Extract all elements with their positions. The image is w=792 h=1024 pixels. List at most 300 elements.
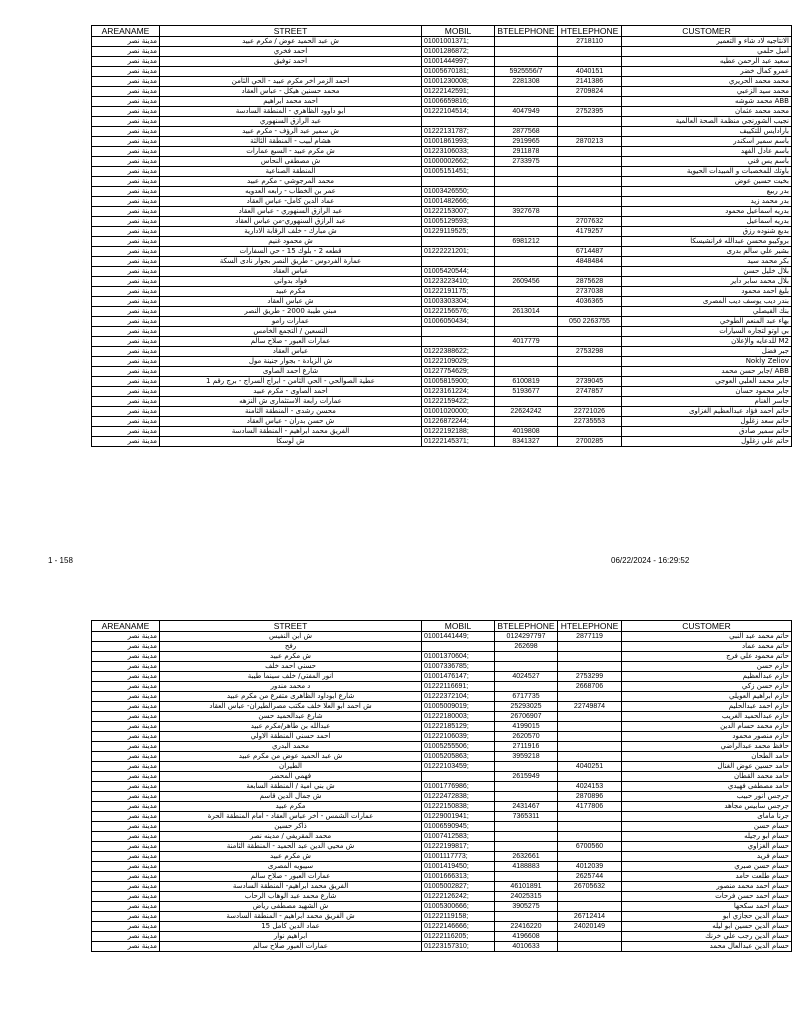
mobile-cell: 01005815900; bbox=[422, 377, 495, 387]
customer-cell: حسام احمد سكحها bbox=[622, 902, 792, 912]
customer-cell: بشير علي سالم بدرى bbox=[622, 247, 792, 257]
street-cell: انور المفتي/ خلف سينما طيبة bbox=[160, 672, 422, 682]
customer-header: CUSTOMER bbox=[622, 26, 792, 37]
table-row bbox=[92, 892, 792, 902]
business-phone-cell bbox=[495, 822, 558, 832]
business-phone-cell bbox=[495, 257, 558, 267]
mobile-cell: 01001001371; bbox=[422, 37, 495, 47]
area-cell: مدينة نصر bbox=[92, 257, 160, 267]
street-cell: ابراهيم نوار bbox=[160, 932, 422, 942]
business-phone-cell: 2431467 bbox=[495, 802, 558, 812]
street-cell: شارع احمد الصاوى bbox=[160, 367, 422, 377]
mobile-cell: 01006590945; bbox=[422, 822, 495, 832]
street-cell: عمارات الشمس - أخر عباس العقاد - امام المنطقة الحرة bbox=[160, 812, 422, 822]
table-row bbox=[92, 257, 792, 267]
area-cell: مدينة نصر bbox=[92, 742, 160, 752]
mobile-cell: 01222192188; bbox=[422, 427, 495, 437]
area-cell: مدينة نصر bbox=[92, 127, 160, 137]
customer-cell: حافظ محمد عبدالراضي bbox=[622, 742, 792, 752]
area-cell: مدينة نصر bbox=[92, 822, 160, 832]
area-cell: مدينة نصر bbox=[92, 107, 160, 117]
home-phone-cell bbox=[558, 752, 622, 762]
business-phone-cell: 2632661 bbox=[495, 852, 558, 862]
street-cell: احمد الصاوى - مكرم عبيد bbox=[160, 387, 422, 397]
area-cell: مدينة نصر bbox=[92, 357, 160, 367]
area-cell: مدينة نصر bbox=[92, 752, 160, 762]
customer-cell: حسام الدين عبدالعال محمد bbox=[622, 942, 792, 952]
btelephone-header: BTELEPHONE bbox=[495, 621, 558, 632]
table-row bbox=[92, 147, 792, 157]
home-phone-cell: 2700285 bbox=[558, 437, 622, 447]
home-phone-cell: 2752395 bbox=[558, 107, 622, 117]
business-phone-cell bbox=[495, 247, 558, 257]
area-cell: مدينة نصر bbox=[92, 297, 160, 307]
business-phone-cell bbox=[495, 167, 558, 177]
table-row bbox=[92, 47, 792, 57]
table-row bbox=[92, 307, 792, 317]
table-row bbox=[92, 277, 792, 287]
home-phone-cell bbox=[558, 712, 622, 722]
street-cell: ش مبارك - خلف الرقابة الادارية bbox=[160, 227, 422, 237]
street-cell: الفريق محمد ابراهيم - المنطقة السادسة bbox=[160, 427, 422, 437]
street-cell: ش مكرم عبيد bbox=[160, 852, 422, 862]
mobile-cell: 01001861993; bbox=[422, 137, 495, 147]
business-phone-cell: 262698 bbox=[495, 642, 558, 652]
customer-cell: بليغ احمد محمود bbox=[622, 287, 792, 297]
street-cell: احمد حسني المنطقة الاولي bbox=[160, 732, 422, 742]
home-phone-cell: 26712414 bbox=[558, 912, 622, 922]
street-cell: محمد البدري bbox=[160, 742, 422, 752]
table-row bbox=[92, 712, 792, 722]
street-cell: محمد حسنين هيكل - عباس العقاد bbox=[160, 87, 422, 97]
customer-cell: عمرو كمال خضر bbox=[622, 67, 792, 77]
area-cell: مدينة نصر bbox=[92, 812, 160, 822]
business-phone-cell bbox=[495, 842, 558, 852]
customer-table-page1 bbox=[91, 25, 792, 447]
business-phone-cell bbox=[495, 347, 558, 357]
table-row bbox=[92, 247, 792, 257]
street-cell: د محمد مندور bbox=[160, 682, 422, 692]
customer-cell: حازم ابراهيم العويلي bbox=[622, 692, 792, 702]
table-row bbox=[92, 742, 792, 752]
mobile-cell: 01223106033; bbox=[422, 147, 495, 157]
business-phone-cell: 2911878 bbox=[495, 147, 558, 157]
street-cell: رفح bbox=[160, 642, 422, 652]
home-phone-cell bbox=[558, 367, 622, 377]
business-phone-cell bbox=[495, 872, 558, 882]
mobile-cell: 01005420544; bbox=[422, 267, 495, 277]
mobile-cell: 01007336785; bbox=[422, 662, 495, 672]
table-row bbox=[92, 417, 792, 427]
mobile-cell: 01001776986; bbox=[422, 782, 495, 792]
home-phone-cell: 2141386 bbox=[558, 77, 622, 87]
area-cell: مدينة نصر bbox=[92, 377, 160, 387]
area-cell: مدينة نصر bbox=[92, 307, 160, 317]
home-phone-cell: 2707632 bbox=[558, 217, 622, 227]
table-row bbox=[92, 882, 792, 892]
home-phone-cell bbox=[558, 652, 622, 662]
customer-cell: ABB /جابر حسن محمد bbox=[622, 367, 792, 377]
customer-cell: حامد حسين عوض الغنال bbox=[622, 762, 792, 772]
street-cell: ذاكر حسين bbox=[160, 822, 422, 832]
table-row bbox=[92, 387, 792, 397]
street-cell: عمارة الفردوس - طريق النصر بجوار نادى السكة bbox=[160, 257, 422, 267]
table-row bbox=[92, 217, 792, 227]
area-cell: مدينة نصر bbox=[92, 942, 160, 952]
area-cell: مدينة نصر bbox=[92, 652, 160, 662]
home-phone-cell bbox=[558, 47, 622, 57]
customer-cell: الانتاجيه لاد شاء و التعمير bbox=[622, 37, 792, 47]
table-row bbox=[92, 752, 792, 762]
business-phone-cell: 3927678 bbox=[495, 207, 558, 217]
area-cell: مدينة نصر bbox=[92, 932, 160, 942]
customer-cell: جبر فضل bbox=[622, 347, 792, 357]
customer-cell: بدريه اسماعيل bbox=[622, 217, 792, 227]
area-cell: مدينة نصر bbox=[92, 682, 160, 692]
business-phone-cell bbox=[495, 912, 558, 922]
street-cell: عمارات رابعة الاستثمارى ش النزهه bbox=[160, 397, 422, 407]
area-cell: مدينة نصر bbox=[92, 862, 160, 872]
mobile-cell: 01006659816; bbox=[422, 97, 495, 107]
area-cell: مدينة نصر bbox=[92, 137, 160, 147]
home-phone-cell bbox=[558, 902, 622, 912]
table-row bbox=[92, 762, 792, 772]
customer-cell: محمد سيد الزعبي bbox=[622, 87, 792, 97]
table-row bbox=[92, 237, 792, 247]
home-phone-cell bbox=[558, 892, 622, 902]
home-phone-cell bbox=[558, 732, 622, 742]
street-header: STREET bbox=[160, 621, 422, 632]
table-row bbox=[92, 642, 792, 652]
customer-cell: M2 للدعايه والإعلان bbox=[622, 337, 792, 347]
mobile-cell: 01222372104; bbox=[422, 692, 495, 702]
street-cell: محسن رشدى - المنطقة الثامنة bbox=[160, 407, 422, 417]
customer-cell: بخيت حسين عوض bbox=[622, 177, 792, 187]
street-cell bbox=[160, 67, 422, 77]
business-phone-cell bbox=[495, 37, 558, 47]
customer-table-page2 bbox=[91, 620, 792, 952]
home-phone-cell bbox=[558, 812, 622, 822]
street-cell: محمد المقريفي / مدينه نصر bbox=[160, 832, 422, 842]
customer-cell: Nokly Zeliov bbox=[622, 357, 792, 367]
business-phone-cell bbox=[495, 682, 558, 692]
table-row bbox=[92, 812, 792, 822]
area-cell: مدينة نصر bbox=[92, 67, 160, 77]
street-cell: عبد الرازق السنهوري - عباس العقاد bbox=[160, 207, 422, 217]
btelephone-header: BTELEPHONE bbox=[495, 26, 558, 37]
table-row bbox=[92, 367, 792, 377]
street-cell: ش لوسكا bbox=[160, 437, 422, 447]
table-row bbox=[92, 297, 792, 307]
business-phone-cell: 46101891 bbox=[495, 882, 558, 892]
customer-cell: حازم عبدالحميد الغريب bbox=[622, 712, 792, 722]
table-row bbox=[92, 822, 792, 832]
street-cell: احمد توفيق bbox=[160, 57, 422, 67]
home-phone-cell: 2739045 bbox=[558, 377, 622, 387]
table-row bbox=[92, 347, 792, 357]
table-row bbox=[92, 772, 792, 782]
business-phone-cell bbox=[495, 267, 558, 277]
area-cell: مدينة نصر bbox=[92, 117, 160, 127]
mobile-cell: 01001441449; bbox=[422, 632, 495, 642]
street-cell: ش محمود غنيم bbox=[160, 237, 422, 247]
area-cell: مدينة نصر bbox=[92, 712, 160, 722]
street-cell: عمر بن الخطاب - رابعه العدويه bbox=[160, 187, 422, 197]
street-cell: المنطقة الصناعية bbox=[160, 167, 422, 177]
home-phone-cell bbox=[558, 327, 622, 337]
mobile-cell bbox=[422, 117, 495, 127]
business-phone-cell: 8341327 bbox=[495, 437, 558, 447]
street-cell: الفريق محمد ابراهيم- المنطقة السادسة bbox=[160, 882, 422, 892]
customer-cell: حاتم سمير صادق bbox=[622, 427, 792, 437]
table-row bbox=[92, 942, 792, 952]
customer-cell: باسم عادل الفهد bbox=[622, 147, 792, 157]
home-phone-cell bbox=[558, 397, 622, 407]
mobile-cell: 01001230008; bbox=[422, 77, 495, 87]
area-cell: مدينة نصر bbox=[92, 832, 160, 842]
mobile-cell: 01222126242; bbox=[422, 892, 495, 902]
areaname-header: AREANAME bbox=[92, 621, 160, 632]
customer-cell: حسام احمد محمد منصور bbox=[622, 882, 792, 892]
home-phone-cell: 4040251 bbox=[558, 762, 622, 772]
area-cell: مدينة نصر bbox=[92, 97, 160, 107]
area-cell: مدينة نصر bbox=[92, 207, 160, 217]
mobile-cell: 01001117773; bbox=[422, 852, 495, 862]
home-phone-cell bbox=[558, 932, 622, 942]
mobile-cell: 01223223410; bbox=[422, 277, 495, 287]
mobile-cell: 01222146666; bbox=[422, 922, 495, 932]
table-row bbox=[92, 187, 792, 197]
customer-cell: حسام طلعت حامد bbox=[622, 872, 792, 882]
area-cell: مدينة نصر bbox=[92, 347, 160, 357]
street-cell: احمد الزمر اخر مكرم عبيد - الحي الثامن bbox=[160, 77, 422, 87]
business-phone-cell bbox=[495, 397, 558, 407]
area-cell: مدينة نصر bbox=[92, 237, 160, 247]
customer-cell: بدريه اسماعيل محمود bbox=[622, 207, 792, 217]
table-row bbox=[92, 832, 792, 842]
street-cell: شارع عبدالحميد حسن bbox=[160, 712, 422, 722]
table-row bbox=[92, 137, 792, 147]
street-cell: ش عباس العقاد bbox=[160, 297, 422, 307]
mobile-cell bbox=[422, 177, 495, 187]
customer-cell: حامد مصطفى فهيدي bbox=[622, 782, 792, 792]
mobile-cell: 01223157310; bbox=[422, 942, 495, 952]
customer-cell: حسام حسن صبري bbox=[622, 862, 792, 872]
area-cell: مدينة نصر bbox=[92, 37, 160, 47]
mobile-cell: 01222191175; bbox=[422, 287, 495, 297]
street-cell: ش الزيادة - بجوار جنينة مول bbox=[160, 357, 422, 367]
street-cell: مكرم عبيد bbox=[160, 802, 422, 812]
customer-cell: بروكيبو محسن عبدالله فرانشيسكا bbox=[622, 237, 792, 247]
area-cell: مدينة نصر bbox=[92, 287, 160, 297]
area-cell: مدينة نصر bbox=[92, 642, 160, 652]
area-cell: مدينة نصر bbox=[92, 387, 160, 397]
customer-cell: باوتك للمخصبات و المبيدات الحيوية bbox=[622, 167, 792, 177]
area-cell: مدينة نصر bbox=[92, 187, 160, 197]
table-row bbox=[92, 97, 792, 107]
page-number: 1 - 158 bbox=[48, 556, 73, 565]
area-cell: مدينة نصر bbox=[92, 852, 160, 862]
street-cell: التسعين / التجمع الخامس bbox=[160, 327, 422, 337]
print-timestamp: 06/22/2024 - 16:29:52 bbox=[611, 556, 690, 565]
table-row bbox=[92, 732, 792, 742]
table-row bbox=[92, 317, 792, 327]
area-cell: مدينة نصر bbox=[92, 417, 160, 427]
customer-cell: حسام ابو رجيله bbox=[622, 832, 792, 842]
mobile-cell: 01227754629; bbox=[422, 367, 495, 377]
area-cell: مدينة نصر bbox=[92, 692, 160, 702]
home-phone-cell bbox=[558, 642, 622, 652]
home-phone-cell: 22749874 bbox=[558, 702, 622, 712]
customer-cell: جابر محمود حسان bbox=[622, 387, 792, 397]
table-row bbox=[92, 77, 792, 87]
home-phone-cell: 2625744 bbox=[558, 872, 622, 882]
street-cell: شارع محمد عبد الوهاب الرحاب bbox=[160, 892, 422, 902]
table-row bbox=[92, 842, 792, 852]
table-row bbox=[92, 672, 792, 682]
customer-cell: بدر محمد زيد bbox=[622, 197, 792, 207]
home-phone-cell bbox=[558, 237, 622, 247]
business-phone-cell: 2613014 bbox=[495, 307, 558, 317]
customer-header: CUSTOMER bbox=[622, 621, 792, 632]
table-row bbox=[92, 662, 792, 672]
mobile-cell: 01005255506; bbox=[422, 742, 495, 752]
mobile-cell: 01001419450; bbox=[422, 862, 495, 872]
business-phone-cell: 22416220 bbox=[495, 922, 558, 932]
area-cell: مدينة نصر bbox=[92, 427, 160, 437]
home-phone-cell: 4012039 bbox=[558, 862, 622, 872]
mobile-cell: 01222116691; bbox=[422, 682, 495, 692]
table-row bbox=[92, 207, 792, 217]
customer-cell: جرجس سابيس مجاهد bbox=[622, 802, 792, 812]
business-phone-cell: 26706907 bbox=[495, 712, 558, 722]
table-row bbox=[92, 872, 792, 882]
table-row bbox=[92, 57, 792, 67]
business-phone-cell: 2877568 bbox=[495, 127, 558, 137]
mobile-cell bbox=[422, 772, 495, 782]
home-phone-cell bbox=[558, 772, 622, 782]
street-cell: ش سمير عبد الرؤف - مكرم عبيد bbox=[160, 127, 422, 137]
table-row bbox=[92, 197, 792, 207]
area-cell: مدينة نصر bbox=[92, 157, 160, 167]
street-cell: عماد الدين كامل- عباس العقاد bbox=[160, 197, 422, 207]
mobile-cell: 01005205863; bbox=[422, 752, 495, 762]
mobile-cell: 01222159422; bbox=[422, 397, 495, 407]
home-phone-cell: 2709824 bbox=[558, 87, 622, 97]
business-phone-cell: 2620570 bbox=[495, 732, 558, 742]
mobile-cell: 01226872244; bbox=[422, 417, 495, 427]
street-cell: عماد الدين كامل 15 bbox=[160, 922, 422, 932]
area-cell: مدينة نصر bbox=[92, 167, 160, 177]
street-cell: قطعه 2 - بلوك 15 - حي السفارات bbox=[160, 247, 422, 257]
area-cell: مدينة نصر bbox=[92, 317, 160, 327]
mobil-header: MOBIL bbox=[422, 621, 495, 632]
mobile-cell: 01222106039; bbox=[422, 732, 495, 742]
business-phone-cell bbox=[495, 662, 558, 672]
mobile-cell: 01005300666; bbox=[422, 902, 495, 912]
street-cell: مكرم عبيد bbox=[160, 287, 422, 297]
area-cell: مدينة نصر bbox=[92, 367, 160, 377]
customer-cell: باسم سمير اسكندر bbox=[622, 137, 792, 147]
street-cell: الطيران bbox=[160, 762, 422, 772]
customer-cell: حامد محمد القطان bbox=[622, 772, 792, 782]
customer-cell: بكر محمد سيد bbox=[622, 257, 792, 267]
home-phone-cell: 24020149 bbox=[558, 922, 622, 932]
table-row bbox=[92, 802, 792, 812]
mobile-cell bbox=[422, 257, 495, 267]
customer-cell: بلال محمد سابر داير bbox=[622, 277, 792, 287]
customer-cell: جرجس انور حبيب bbox=[622, 792, 792, 802]
table-row bbox=[92, 337, 792, 347]
business-phone-cell bbox=[495, 327, 558, 337]
customer-cell: محمد محمد عثمان bbox=[622, 107, 792, 117]
area-cell: مدينة نصر bbox=[92, 872, 160, 882]
business-phone-cell bbox=[495, 357, 558, 367]
table-row bbox=[92, 792, 792, 802]
street-cell: سيبويه المصرى bbox=[160, 862, 422, 872]
mobile-cell: 01005129593; bbox=[422, 217, 495, 227]
business-phone-cell bbox=[495, 367, 558, 377]
home-phone-cell: 2668706 bbox=[558, 682, 622, 692]
table-row bbox=[92, 932, 792, 942]
mobile-cell: 01222119158; bbox=[422, 912, 495, 922]
area-cell: مدينة نصر bbox=[92, 177, 160, 187]
home-phone-cell bbox=[558, 357, 622, 367]
table-row bbox=[92, 357, 792, 367]
table-row bbox=[92, 107, 792, 117]
home-phone-cell bbox=[558, 692, 622, 702]
home-phone-cell bbox=[558, 167, 622, 177]
street-cell: شارع ابوداود الظاهرى متفرع من مكرم عبيد bbox=[160, 692, 422, 702]
mobile-cell: 01222142591; bbox=[422, 87, 495, 97]
street-cell: ش عبد الحميد عوض / مكرم عبيد bbox=[160, 37, 422, 47]
area-cell: مدينة نصر bbox=[92, 277, 160, 287]
table-row bbox=[92, 287, 792, 297]
mobile-cell: 01222388622; bbox=[422, 347, 495, 357]
customer-cell: حازم عبدالعظيم bbox=[622, 672, 792, 682]
mobile-cell: 01222103459; bbox=[422, 762, 495, 772]
mobile-cell: 01223161224; bbox=[422, 387, 495, 397]
street-cell: ش الفريق محمد ابراهيم - المنطقة السادسة bbox=[160, 912, 422, 922]
street-cell: فهمي المحضر bbox=[160, 772, 422, 782]
home-phone-cell: 2875628 bbox=[558, 277, 622, 287]
table-row bbox=[92, 157, 792, 167]
mobile-cell: 01222150838; bbox=[422, 802, 495, 812]
mobile-cell: 01229119525; bbox=[422, 227, 495, 237]
street-cell: حسني احمد خلف bbox=[160, 662, 422, 672]
business-phone-cell: 6100819 bbox=[495, 377, 558, 387]
area-cell: مدينة نصر bbox=[92, 792, 160, 802]
customer-cell: سعيد عبد الرحمن عطيه bbox=[622, 57, 792, 67]
street-cell: ش احمد ابو العلا خلف مكتب مصرالطيران- عباس العقاد bbox=[160, 702, 422, 712]
home-phone-cell bbox=[558, 147, 622, 157]
area-cell: مدينة نصر bbox=[92, 632, 160, 642]
area-cell: مدينة نصر bbox=[92, 217, 160, 227]
customer-cell: حازم حسن زكي bbox=[622, 682, 792, 692]
table-row bbox=[92, 852, 792, 862]
street-cell: عبد الرازق السنهوري-من عباس العقاد bbox=[160, 217, 422, 227]
customer-cell: بنك الفيصلي bbox=[622, 307, 792, 317]
business-phone-cell: 4188883 bbox=[495, 862, 558, 872]
header-row bbox=[92, 26, 792, 37]
business-phone-cell: 4024527 bbox=[495, 672, 558, 682]
business-phone-cell: 25293025 bbox=[495, 702, 558, 712]
table-row bbox=[92, 397, 792, 407]
street-cell: عبد الرازق السنهوري bbox=[160, 117, 422, 127]
customer-cell: جرنا ماماى bbox=[622, 812, 792, 822]
area-cell: مدينة نصر bbox=[92, 47, 160, 57]
home-phone-cell bbox=[558, 267, 622, 277]
